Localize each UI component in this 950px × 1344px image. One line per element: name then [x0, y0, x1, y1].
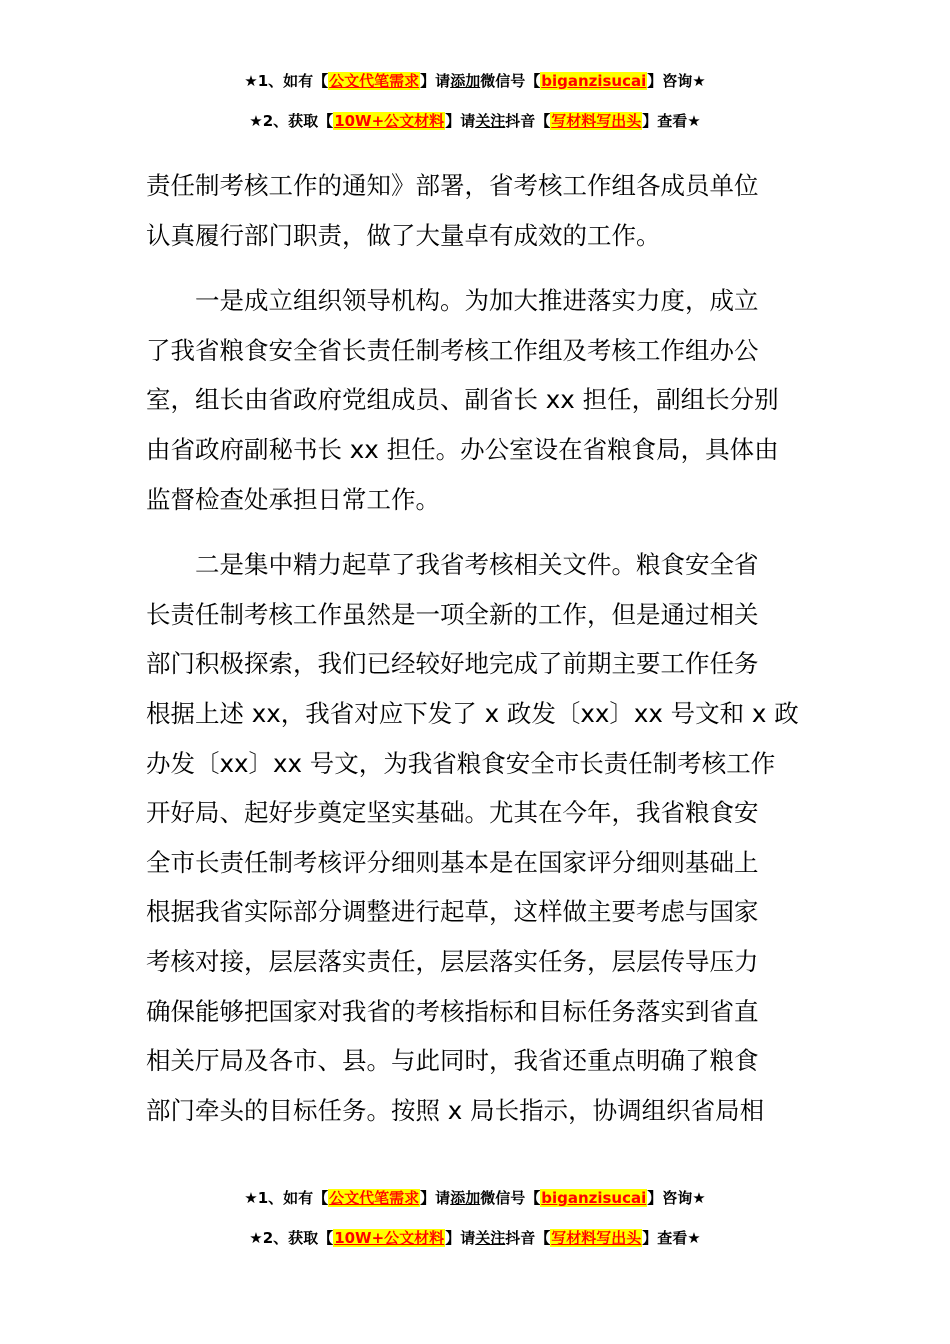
footer-ad-line-1 [0, 1188, 950, 1208]
paragraph-line: 认真履行部门职责，做了大量卓有成效的工作。 [146, 220, 661, 250]
paragraph-2 [146, 276, 806, 524]
footer-ad-2-prefix: ★2、获取【 [249, 1229, 334, 1247]
footer-ad-2-mid2: 抖音【 [505, 1229, 551, 1247]
header-ad-2-highlight-douyin: 写材料写出头 [551, 112, 642, 130]
footer-ad-1-highlight-wechat: biganzisucai [541, 1189, 647, 1207]
header-ad-1-mid: 】请 [420, 72, 451, 90]
footer-ad-2-mid: 】请 [445, 1229, 476, 1247]
paragraph-line: 由省政府副秘书长 xx 担任。办公室设在省粮食局，具体由 [146, 434, 779, 464]
footer-ad-2-highlight-materials: 10W+公文材料 [334, 1229, 445, 1247]
footer-ad-1-suffix: 】咨询★ [647, 1189, 706, 1207]
paragraph-line: 考核对接，层层落实责任，层层落实任务，层层传导压力 [146, 946, 759, 976]
paragraph-line: 办发〔xx〕xx 号文，为我省粮食安全市长责任制考核工作 [146, 748, 776, 778]
header-ad-2-mid: 】请 [445, 112, 476, 130]
header-ad-2-mid2: 抖音【 [505, 112, 551, 130]
paragraph-line: 全市长责任制考核评分细则基本是在国家评分细则基础上 [146, 847, 759, 877]
header-ad-1-prefix: ★1、如有【 [244, 72, 329, 90]
footer-ad-1-highlight-service: 公文代笔需求 [329, 1189, 420, 1207]
header-ad-2-highlight-materials: 10W+公文材料 [334, 112, 445, 130]
paragraph-line: 室，组长由省政府党组成员、副省长 xx 担任，副组长分别 [146, 385, 779, 415]
paragraph-line: 部门牵头的目标任务。按照 x 局长指示，协调组织省局相 [146, 1095, 765, 1125]
header-ad-1-suffix: 】咨询★ [647, 72, 706, 90]
footer-ad-1-prefix: ★1、如有【 [244, 1189, 329, 1207]
footer-ad-1-underlined: 添加 [450, 1189, 481, 1207]
paragraph-line: 根据我省实际部分调整进行起草，这样做主要考虑与国家 [146, 897, 759, 927]
document-body [146, 161, 806, 1135]
header-ad-1-underlined: 添加 [450, 72, 481, 90]
footer-ad-line-2 [0, 1228, 950, 1248]
paragraph-line: 开好局、起好步奠定坚实基础。尤其在今年，我省粮食安 [146, 798, 759, 828]
paragraph-1 [146, 161, 806, 260]
footer-ad-1-mid2: 微信号【 [480, 1189, 541, 1207]
header-ad-2-underlined: 关注 [475, 112, 506, 130]
header-ad-1-highlight-wechat: biganzisucai [541, 72, 647, 90]
footer-ad-2-underlined: 关注 [475, 1229, 506, 1247]
paragraph-line: 根据上述 xx，我省对应下发了 x 政发〔xx〕xx 号文和 x 政 [146, 698, 799, 728]
footer-ad-2-highlight-douyin: 写材料写出头 [551, 1229, 642, 1247]
header-ad-2-suffix: 】查看★ [642, 112, 701, 130]
header-ad-2-prefix: ★2、获取【 [249, 112, 334, 130]
footer-ad-2-suffix: 】查看★ [642, 1229, 701, 1247]
header-ad-1-highlight-service: 公文代笔需求 [329, 72, 420, 90]
header-ad-1-mid2: 微信号【 [480, 72, 541, 90]
paragraph-line: 相关厅局及各市、县。与此同时，我省还重点明确了粮食 [146, 1046, 759, 1076]
header-ad-line-2 [0, 111, 950, 131]
paragraph-line: 了我省粮食安全省长责任制考核工作组及考核工作组办公 [146, 335, 759, 365]
paragraph-line: 长责任制考核工作虽然是一项全新的工作，但是通过相关 [146, 599, 759, 629]
paragraph-line: 确保能够把国家对我省的考核指标和目标任务落实到省直 [146, 996, 759, 1026]
paragraph-line: 责任制考核工作的通知》部署，省考核工作组各成员单位 [146, 171, 759, 200]
paragraph-line: 二是集中精力起草了我省考核相关文件。粮食安全省 [195, 550, 759, 580]
header-ad-line-1 [0, 71, 950, 91]
paragraph-line: 部门积极探索，我们已经较好地完成了前期主要工作任务 [146, 649, 759, 679]
paragraph-line: 监督检查处承担日常工作。 [146, 484, 440, 514]
paragraph-3 [146, 540, 806, 1135]
footer-ad-1-mid: 】请 [420, 1189, 451, 1207]
paragraph-line: 一是成立组织领导机构。为加大推进落实力度，成立 [195, 286, 759, 316]
